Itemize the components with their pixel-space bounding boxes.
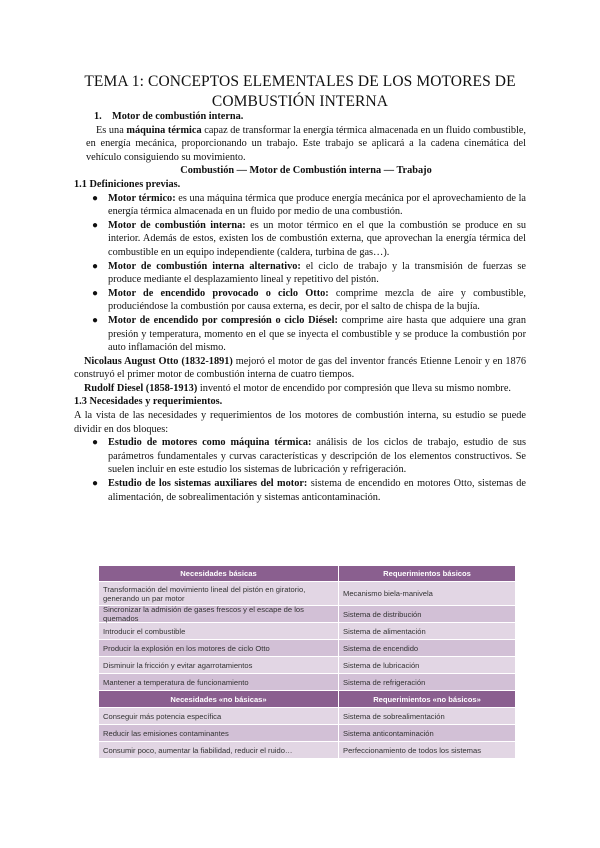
table-cell: Sistema de lubricación — [343, 660, 420, 670]
bullet-icon: ● — [92, 219, 99, 231]
table-cell: Transformación del movimiento lineal del pistón en giratorio, generando un par motor — [99, 582, 339, 605]
block-text: análisis de los ciclos de trabajo, estudio de sus parámetros fundamentales y curvas características y descripción de los elementos constructivos. Se suelen incluir en este estudio los sistemas de lubricación y refrigeración. — [108, 437, 526, 476]
definitions-list — [86, 192, 526, 355]
table-cell: Consumir poco, aumentar la fiabilidad, reducir el ruido… — [99, 742, 339, 758]
intro-paragraph — [86, 124, 526, 165]
intro-bold: máquina térmica — [126, 124, 202, 136]
table-row — [99, 674, 515, 691]
table-row — [99, 708, 515, 725]
table-cell: Sincronizar la admisión de gases frescos y el escape de los quemados — [99, 606, 339, 622]
table-row — [99, 657, 515, 674]
block-text: sistema de encendido en motores Otto, sistemas de alimentación, de sobrealimentación y sistemas anticontaminación. — [108, 478, 526, 503]
table-cell: Sistema de encendido — [343, 643, 419, 653]
table-header-cell: Requerimientos básicos — [383, 569, 471, 578]
table-cell: Sistema de distribución — [343, 609, 422, 619]
table-cell: Conseguir más potencia específica — [99, 708, 339, 724]
document-body — [74, 110, 527, 504]
table-cell: Sistema de alimentación — [343, 626, 426, 636]
otto-name: Nicolaus August Otto (1832-1891) — [84, 355, 233, 367]
table-row — [99, 623, 515, 640]
page-title: TEMA 1: CONCEPTOS ELEMENTALES DE LOS MOTORES DE COMBUSTIÓN INTERNA — [84, 73, 516, 110]
table-header-cell: Necesidades «no básicas» — [99, 691, 339, 707]
def-text: es un motor térmico en el que la combustión se produce en su interior. Además de estos, existen los de combustión externa, que aprovechan la energía térmica del combustible en un equipo independiente (caldera, turbina de gas…). — [108, 219, 526, 258]
otto-paragraph — [74, 355, 526, 382]
table-cell: Mantener a temperatura de funcionamiento — [99, 674, 339, 690]
def-term: Motor térmico: — [108, 192, 176, 204]
table-cell: Introducir el combustible — [99, 623, 339, 639]
table-header-cell: Necesidades básicas — [99, 566, 339, 581]
table-row — [99, 640, 515, 657]
section-title: Motor de combustión interna. — [112, 111, 244, 122]
table-header-cell: Requerimientos «no básicos» — [373, 694, 481, 704]
def-text: es una máquina térmica que produce energía mecánica por el aprovechamiento de la energía térmica almacenada en un fluido por medio de una combustión. — [108, 192, 526, 218]
needs-requirements-table — [99, 566, 515, 759]
def-term: Motor de encendido por compresión o ciclo Diésel: — [108, 314, 338, 326]
def-text: comprime mezcla de aire y combustible, produciéndose la combustión por causa externa, es decir, por el salto de chispa de la bujía. — [108, 287, 526, 313]
bullet-icon: ● — [92, 260, 99, 272]
def-text: el ciclo de trabajo y la transmisión de fuerzas se produce mediante el desplazamiento lineal y repetitivo del pistón. — [108, 260, 526, 286]
table-cell: Mecanismo biela-manivela — [343, 589, 433, 598]
bullet-icon: ● — [92, 192, 99, 204]
table-cell: Sistema de refrigeración — [343, 677, 426, 687]
diesel-paragraph — [74, 382, 526, 396]
section-heading-1 — [94, 110, 526, 124]
list-item — [92, 314, 526, 355]
list-item — [92, 287, 526, 314]
table-row — [99, 582, 515, 606]
subsection-1-3: 1.3 Necesidades y requerimientos. — [74, 396, 223, 408]
block-term: Estudio de los sistemas auxiliares del motor: — [108, 478, 308, 490]
diesel-name: Rudolf Diesel (1858-1913) — [84, 382, 198, 394]
table-cell: Sistema anticontaminación — [343, 728, 434, 738]
table-row — [99, 606, 515, 623]
section-number: 1. — [94, 111, 102, 122]
blocks-list — [86, 436, 526, 504]
list-item — [92, 260, 526, 287]
intro-post: capaz de transformar la energía térmica almacenada en un fluido combustible, en energía mecánica, proporcionando un trabajo. Este trabajo se aplicará a la cadena cinemática del vehículo consiguiendo su movimiento. — [86, 124, 527, 163]
list-item — [92, 192, 526, 219]
table-row — [99, 742, 515, 759]
table-header-row — [99, 566, 515, 582]
def-term: Motor de combustión interna alternativo: — [108, 260, 301, 272]
table-row — [99, 725, 515, 742]
list-item — [92, 477, 526, 504]
def-term: Motor de encendido provocado o ciclo Otto: — [108, 287, 329, 299]
table-cell: Reducir las emisiones contaminantes — [99, 725, 339, 741]
table-cell: Disminuir la fricción y evitar agarrotamientos — [99, 657, 339, 673]
subsection-1-1: 1.1 Definiciones previas. — [74, 178, 181, 190]
bullet-icon: ● — [92, 478, 99, 490]
list-item — [92, 219, 526, 260]
block-term: Estudio de motores como máquina térmica: — [108, 437, 312, 449]
table-header-row — [99, 691, 515, 708]
center-line: Combustión — Motor de Combustión interna — Trabajo — [180, 165, 432, 177]
intro-pre: Es una — [96, 124, 127, 136]
table-cell: Perfeccionamiento de todos los sistemas — [343, 745, 482, 755]
bullet-icon: ● — [92, 287, 99, 299]
def-text: comprime aire hasta que adquiere una gran presión y temperatura, momento en el que se inyecta el combustible y se produce la combustión por auto inflamación del mismo. — [108, 314, 526, 354]
table-cell: Producir la explosión en los motores de ciclo Otto — [99, 640, 339, 656]
subsection-1-3-intro: A la vista de las necesidades y requerimientos de los motores de combustión interna, su estudio se puede dividir en dos bloques: — [74, 410, 526, 435]
def-term: Motor de combustión interna: — [108, 219, 246, 231]
bullet-icon: ● — [92, 437, 99, 449]
bullet-icon: ● — [92, 314, 99, 326]
table-cell: Sistema de sobrealimentación — [343, 711, 445, 721]
diesel-text: inventó el motor de encendido por compresión que lleva su mismo nombre. — [197, 382, 511, 394]
list-item — [92, 436, 526, 477]
otto-text: mejoró el motor de gas del inventor francés Etienne Lenoir y en 1876 construyó el primer motor de combustión interna de cuatro tiempos. — [74, 355, 526, 381]
